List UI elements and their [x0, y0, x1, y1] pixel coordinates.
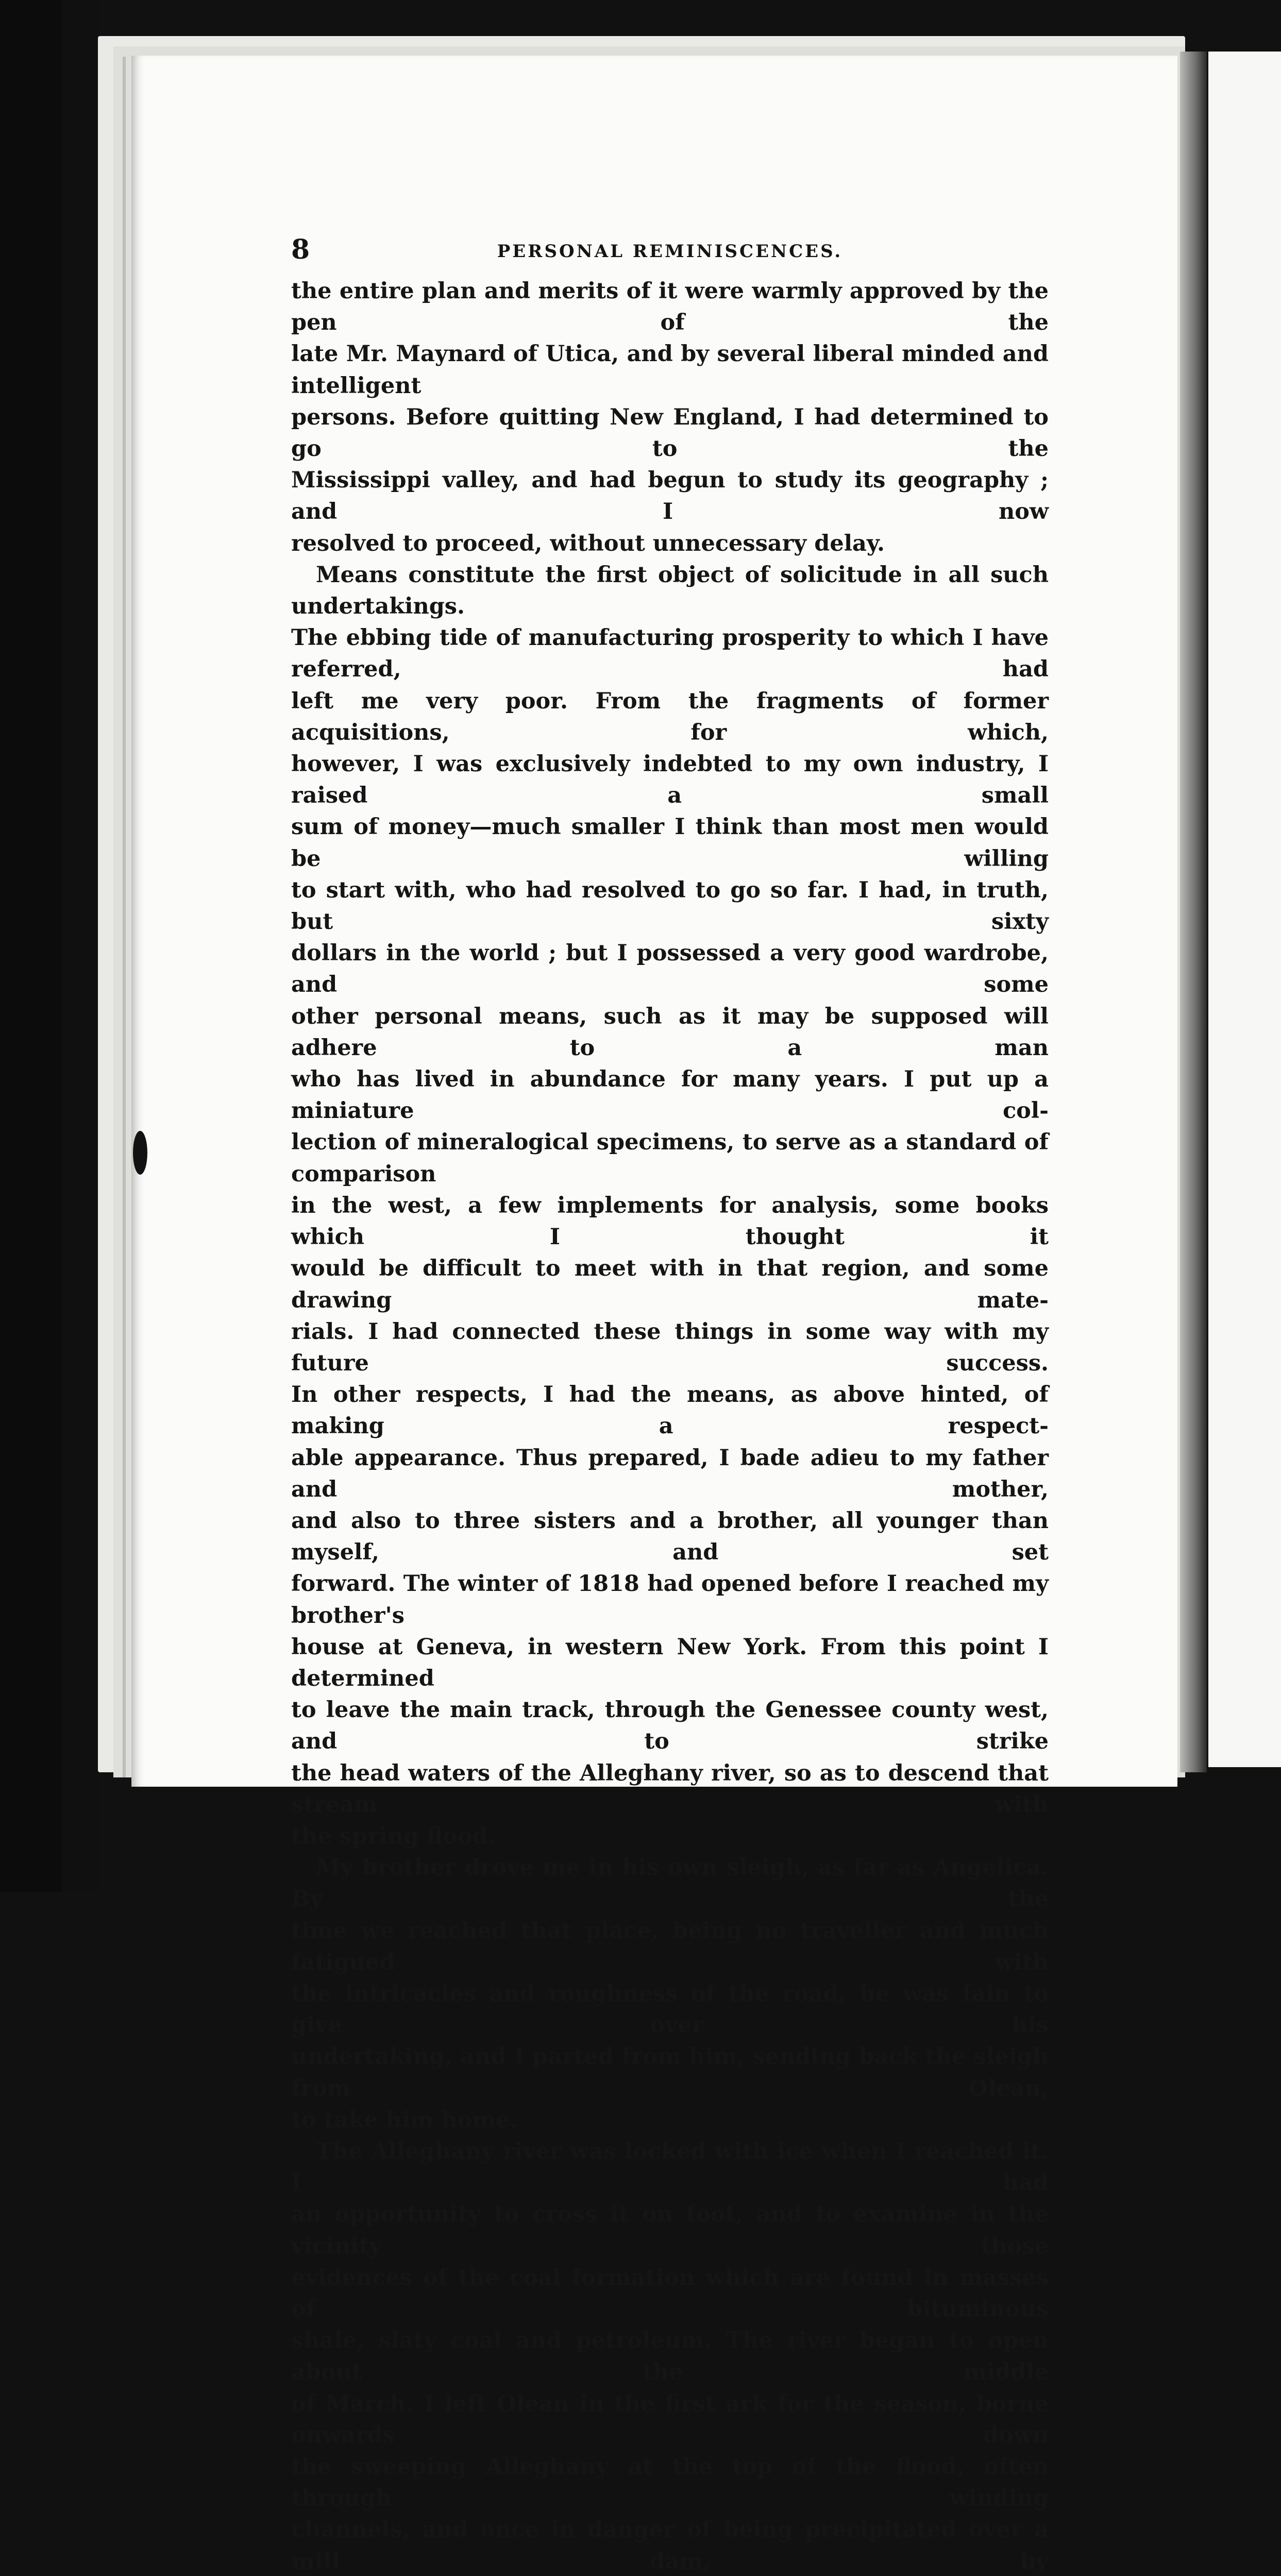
text-line: The ebbing tide of manufacturing prosperity to which I have referred, had	[291, 625, 1049, 683]
running-head-title: PERSONAL REMINISCENCES.	[497, 241, 843, 262]
text-line: the head waters of the Alleghany river, so as to descend that stream with	[291, 1760, 1049, 1818]
text-line: other personal means, such as it may be supposed will adhere to a man	[291, 1003, 1049, 1061]
text-line: would be difficult to meet with in that region, and some drawing mate-	[291, 1256, 1049, 1313]
text-line: Means constitute the first object of solicitude in all such undertakings.	[291, 562, 1049, 620]
text-line: forward. The winter of 1818 had opened before I reached my brother's	[291, 1571, 1049, 1629]
text-line: left me very poor. From the fragments of former acquisitions, for which,	[291, 688, 1049, 745]
text-line: to start with, who had resolved to go so far. I had, in truth, but sixty	[291, 877, 1049, 935]
text-line: sum of money—much smaller I think than most men would be willing	[291, 814, 1049, 872]
text-line: shale, slaty coal and petroleum. The river began to open about the middle	[291, 2328, 1049, 2385]
text-line: the sweeping Alleghany at the top of the flood, often through winding	[291, 2454, 1049, 2512]
text-line: in the west, a few implements for analysis, some books which I thought it	[291, 1192, 1049, 1250]
text-line: resolved to proceed, without unnecessary delay.	[291, 530, 885, 556]
text-line: house at Geneva, in western New York. From this point I determined	[291, 1634, 1049, 1691]
text-line: undertaking, and I parted from him, sending back the sleigh from Olean,	[291, 2044, 1049, 2102]
text-line: persons. Before quitting New England, I had determined to go to the	[291, 404, 1049, 462]
text-line: dollars in the world ; but I possessed a very good wardrobe, and some	[291, 940, 1049, 998]
text-line: however, I was exclusively indebted to my own industry, I raised a small	[291, 751, 1049, 809]
running-head	[291, 234, 1049, 276]
text-line: Mississippi valley, and had begun to study its geography ; and I now	[291, 467, 1049, 525]
text-line: the entire plan and merits of it were warmly approved by the pen of the	[291, 278, 1049, 336]
text-line: the intricacies and roughness of the road, he was fain to give over his	[291, 1980, 1049, 2039]
body-text	[291, 276, 1049, 2576]
text-line: channels, and once in danger of being precipitated over a mill dam, by	[291, 2517, 1049, 2574]
text-line: rials. I had connected these things in some way with my future success.	[291, 1318, 1049, 1376]
text-line: an opportunity to cross it on foot, and to examine in the vicinity those	[291, 2201, 1049, 2259]
text-line: late Mr. Maynard of Utica, and by several liberal minded and intelligent	[291, 341, 1049, 399]
scan-border-left	[0, 0, 62, 1892]
text-line: time we reached that place, being no traveller and much fatigued with	[291, 1918, 1049, 1975]
text-line: My brother drove me in his own sleigh, as far as Angelica. By the	[291, 1855, 1049, 1912]
binding-hole-mark	[133, 1131, 147, 1175]
book-spine-shadow	[62, 0, 98, 1892]
page-number: 8	[291, 234, 310, 265]
page-gutter-shadow	[1180, 52, 1207, 1772]
text-line: to leave the main track, through the Genessee county west, and to strike	[291, 1697, 1049, 1755]
text-line: evidences of the coal formation which are found in masses of bituminous	[291, 2264, 1049, 2322]
text-line: able appearance. Thus prepared, I bade adieu to my father and mother,	[291, 1445, 1049, 1502]
text-line: of March. I left Olean in the first ark for the season, borne onwards down	[291, 2391, 1049, 2448]
text-line: lection of mineralogical specimens, to serve as a standard of comparison	[291, 1129, 1049, 1187]
text-line: the spring flood.	[291, 1823, 496, 1849]
text-line: and also to three sisters and a brother, all younger than myself, and set	[291, 1507, 1049, 1566]
page-edge-lines	[123, 57, 126, 1777]
text-line: The Alleghany river was locked with ice when I reached it. I had	[291, 2138, 1049, 2196]
facing-page	[1208, 52, 1281, 1767]
text-line: who has lived in abundance for many years. I put up a miniature col-	[291, 1066, 1049, 1124]
text-line: In other respects, I had the means, as above hinted, of making a respect-	[291, 1382, 1049, 1439]
text-block	[291, 234, 1049, 2576]
text-line: to take him home.	[291, 2107, 518, 2133]
